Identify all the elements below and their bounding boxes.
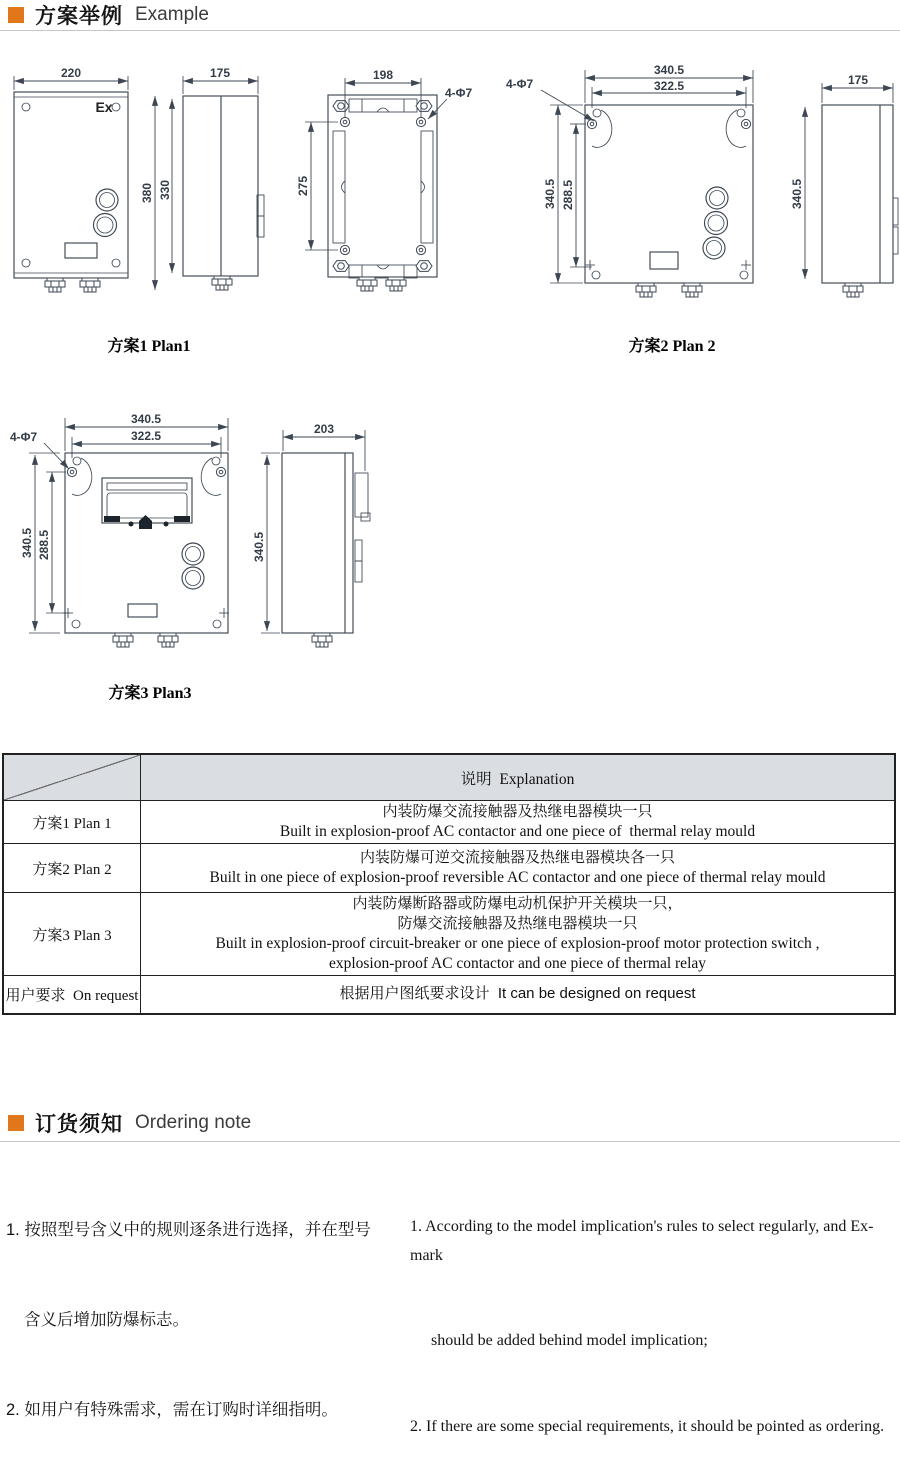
plan3-drawing	[10, 412, 370, 702]
row-text-en: Built in one piece of explosion-proof reversible AC contactor and one piece of thermal relay mould	[209, 869, 826, 887]
dim-plan2-height-inner: 288.5	[561, 179, 575, 211]
table-header-row	[4, 755, 894, 800]
dim-plan3-side-height: 340.5	[252, 531, 266, 563]
orange-bullet-icon	[8, 1115, 24, 1131]
row-label: 用户要求 On request	[4, 976, 141, 1013]
dim-plan3-side-width: 203	[313, 422, 335, 436]
ex-mark-label: Ex	[95, 99, 113, 115]
ordering-section-header	[0, 1108, 900, 1138]
note-line: 含义后增加防爆标志。	[24, 1311, 189, 1329]
plan2-front-view	[506, 63, 753, 297]
ordering-notes-en	[410, 1156, 898, 1470]
table-row	[4, 843, 894, 892]
row-content	[141, 844, 894, 892]
row-label: 方案3 Plan 3	[4, 893, 141, 975]
row-text-en: Built in explosion-proof AC contactor and one piece of thermal relay mould	[279, 823, 756, 841]
row-text-zh: 根据用户图纸要求设计 It can be designed on request	[339, 985, 696, 1003]
note-line: 2. 如用户有特殊需求，需在订购时详细指明。	[6, 1401, 338, 1419]
plan2-caption: 方案2 Plan 2	[628, 338, 716, 355]
dim-plan3-height-inner: 288.5	[37, 529, 51, 561]
plan3-caption: 方案3 Plan3	[108, 685, 192, 702]
dim-plan1-height-inner: 330	[158, 179, 172, 201]
section-title-zh: 订货须知	[35, 1113, 123, 1136]
row-text-zh: 内装防爆交流接触器及热继电器模块一只	[382, 802, 653, 820]
note-line: should be added behind model implication;	[431, 1332, 708, 1349]
plan3-side-view	[252, 422, 370, 647]
table-row	[4, 800, 894, 843]
table-corner-cell	[4, 755, 141, 800]
section-title-en: Ordering note	[135, 1112, 252, 1133]
plan3-front-view	[10, 412, 229, 647]
table-row	[4, 892, 894, 975]
dim-plan3-width-outer: 340.5	[130, 412, 162, 426]
dim-plan3-hole-callout: 4-Φ7	[10, 430, 38, 444]
section-title-en: Example	[135, 4, 209, 25]
section-divider	[0, 1141, 900, 1142]
dim-plan1-height-outer: 380	[140, 182, 154, 204]
plan2-drawing	[506, 63, 898, 355]
ordering-notes-zh	[6, 1155, 406, 1455]
dim-plan2-height-outer: 340.5	[543, 178, 557, 210]
plan1-caption: 方案1 Plan1	[107, 338, 191, 355]
note-line: 1. 按照型号含义中的规则逐条进行选择，并在型号	[6, 1221, 371, 1239]
plan1-front-view	[14, 66, 128, 292]
technical-drawings	[0, 60, 900, 720]
row-content	[141, 976, 894, 1013]
plan1-side-view	[140, 66, 264, 290]
dim-plan1-side-width: 175	[209, 66, 231, 80]
plan2-side-view	[790, 73, 898, 297]
row-label: 方案2 Plan 2	[4, 844, 141, 892]
row-text-en: explosion-proof AC contactor and one piece of thermal relay	[328, 955, 707, 973]
dim-plan2-width-inner: 322.5	[653, 79, 685, 93]
table-row	[4, 975, 894, 1013]
note-line: 1. According to the model implication's rules to select regularly, and Ex-mark	[410, 1218, 874, 1264]
dim-plan1-hole-callout: 4-Φ7	[445, 86, 473, 100]
plan1-drawing	[14, 66, 473, 355]
dim-plan2-side-height: 340.5	[790, 178, 804, 210]
row-content	[141, 893, 894, 975]
row-text-en: Built in explosion-proof circuit-breaker or one piece of explosion-proof motor protection switch ,	[215, 935, 820, 953]
table-header-text: 说明 Explanation	[460, 770, 575, 788]
row-label: 方案1 Plan 1	[4, 801, 141, 843]
dim-plan2-width-outer: 340.5	[653, 63, 685, 77]
dim-plan1-front-width: 220	[60, 66, 82, 80]
dim-plan1-back-height: 275	[296, 175, 310, 197]
dim-plan2-hole-callout: 4-Φ7	[506, 77, 534, 91]
plan1-back-view	[296, 68, 473, 291]
note-line: 2. If there are some special requirements, it should be pointed as ordering.	[410, 1417, 885, 1435]
table-header-cell	[141, 755, 894, 800]
orange-bullet-icon	[8, 7, 24, 23]
row-content	[141, 801, 894, 843]
dim-plan2-side-width: 175	[847, 73, 869, 87]
row-text-zh: 防爆交流接触器及热继电器模块一只	[397, 915, 638, 933]
explanation-table	[2, 753, 896, 1015]
section-divider	[0, 30, 900, 31]
example-section-header	[0, 0, 900, 30]
dim-plan3-width-inner: 322.5	[130, 429, 162, 443]
section-title-zh: 方案举例	[35, 5, 123, 28]
dim-plan3-height-outer: 340.5	[20, 527, 34, 559]
dim-plan1-back-width: 198	[372, 68, 394, 82]
row-text-zh: 内装防爆断路器或防爆电动机保护开关模块一只，	[352, 894, 683, 912]
row-text-zh: 内装防爆可逆交流接触器及热继电器模块各一只	[359, 848, 675, 866]
